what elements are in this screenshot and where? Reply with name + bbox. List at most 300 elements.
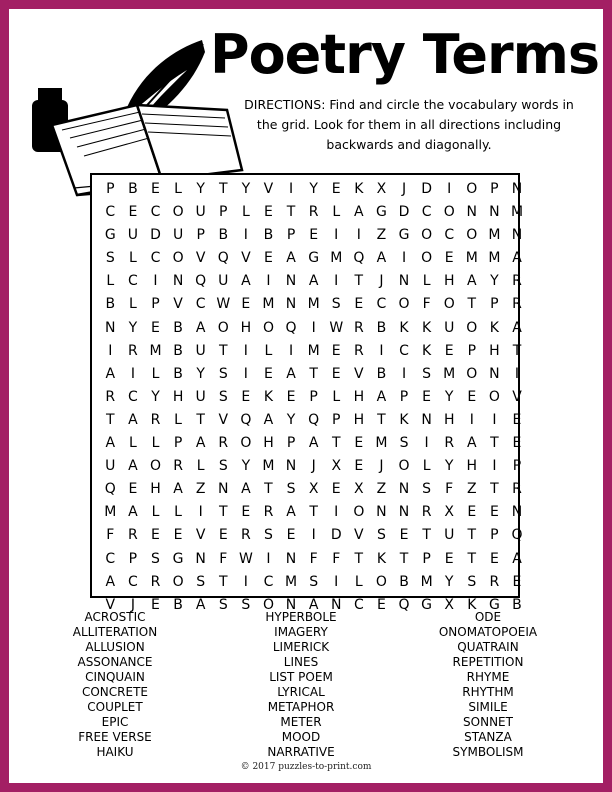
grid-letter: O bbox=[353, 504, 365, 521]
grid-letter: L bbox=[174, 181, 182, 197]
grid-letter: V bbox=[173, 296, 183, 313]
grid-letter: B bbox=[376, 365, 387, 382]
grid-letter: E bbox=[264, 204, 273, 221]
grid-letter: Q bbox=[240, 411, 252, 428]
grid-letter: U bbox=[195, 388, 206, 405]
grid-letter: X bbox=[331, 458, 342, 475]
grid-letter: I bbox=[266, 550, 271, 567]
grid-letter: B bbox=[105, 296, 116, 313]
grid-letter: O bbox=[466, 181, 478, 197]
word-list-item: RHYTHM bbox=[462, 685, 514, 699]
grid-letter: E bbox=[309, 227, 319, 244]
grid-letter: L bbox=[354, 573, 363, 590]
grid-letter: K bbox=[467, 596, 477, 613]
grid-letter: G bbox=[398, 227, 410, 244]
word-list-item: ALLUSION bbox=[85, 640, 145, 654]
grid-letter: S bbox=[218, 365, 228, 382]
grid-letter: Q bbox=[285, 319, 297, 336]
grid-letter: L bbox=[174, 504, 182, 521]
grid-letter: M bbox=[149, 342, 162, 359]
grid-letter: Z bbox=[195, 481, 206, 498]
grid-letter: I bbox=[108, 342, 113, 359]
grid-letter: N bbox=[195, 550, 206, 567]
grid-letter: L bbox=[128, 296, 137, 313]
grid-letter: S bbox=[422, 365, 432, 382]
grid-letter: S bbox=[218, 388, 228, 405]
grid-letter: R bbox=[128, 527, 138, 544]
grid-letter: F bbox=[422, 296, 431, 313]
grid-letter: T bbox=[331, 435, 341, 452]
grid-letter: O bbox=[262, 596, 274, 613]
grid-letter: T bbox=[218, 573, 228, 590]
grid-letter: P bbox=[286, 435, 296, 452]
word-list-item: ASSONANCE bbox=[77, 655, 153, 669]
grid-letter: X bbox=[444, 504, 454, 521]
grid-letter: A bbox=[308, 596, 319, 613]
grid-letter: Q bbox=[217, 250, 229, 267]
grid-letter: I bbox=[288, 181, 294, 197]
grid-letter: U bbox=[172, 227, 184, 244]
grid-letter: R bbox=[353, 342, 364, 359]
grid-letter: P bbox=[399, 388, 409, 405]
grid-letter: D bbox=[398, 204, 410, 221]
grid-letter: N bbox=[421, 411, 432, 428]
grid-letter: E bbox=[422, 388, 432, 405]
word-list-item: REPETITION bbox=[452, 655, 524, 669]
grid-letter: N bbox=[398, 273, 410, 290]
grid-letter: C bbox=[150, 204, 161, 221]
grid-letter: G bbox=[375, 204, 387, 221]
grid-letter: N bbox=[285, 596, 297, 613]
grid-letter: P bbox=[490, 181, 499, 197]
grid-letter: R bbox=[308, 204, 319, 221]
grid-letter: C bbox=[376, 296, 387, 313]
grid-letter: E bbox=[467, 504, 477, 521]
grid-letter: H bbox=[353, 388, 365, 405]
grid-letter: C bbox=[128, 273, 138, 290]
grid-letter: A bbox=[128, 504, 138, 521]
grid-letter: B bbox=[173, 365, 183, 382]
word-list-item: COUPLET bbox=[87, 700, 143, 714]
grid-letter: O bbox=[443, 204, 455, 221]
grid-letter: E bbox=[444, 342, 454, 359]
grid-letter: E bbox=[331, 365, 341, 382]
grid-letter: U bbox=[444, 319, 455, 336]
grid-letter: E bbox=[512, 411, 522, 428]
grid-letter: N bbox=[398, 504, 410, 521]
grid-letter: E bbox=[264, 365, 273, 382]
grid-letter: J bbox=[379, 273, 384, 290]
grid-letter: C bbox=[195, 296, 206, 313]
grid-letter: O bbox=[421, 227, 433, 244]
grid-letter: N bbox=[376, 504, 387, 521]
grid-letter: A bbox=[128, 411, 138, 428]
grid-letter: I bbox=[243, 342, 248, 359]
grid-letter: T bbox=[377, 411, 386, 428]
grid-letter: I bbox=[243, 365, 248, 382]
grid-letter: N bbox=[172, 273, 184, 290]
word-list-item: SONNET bbox=[463, 715, 513, 729]
grid-letter: R bbox=[173, 458, 183, 475]
grid-letter: A bbox=[263, 411, 274, 428]
grid-letter: L bbox=[422, 273, 431, 290]
grid-letter: A bbox=[308, 435, 319, 452]
grid-letter: L bbox=[332, 388, 341, 405]
grid-letter: T bbox=[264, 481, 273, 498]
grid-letter: Q bbox=[398, 596, 410, 613]
grid-letter: G bbox=[104, 227, 116, 244]
grid-letter: I bbox=[401, 365, 407, 382]
word-list-item: IMAGERY bbox=[274, 625, 328, 639]
grid-letter: M bbox=[488, 227, 501, 244]
word-list-item: CONCRETE bbox=[81, 685, 148, 699]
grid-letter: W bbox=[216, 296, 231, 313]
grid-letter: O bbox=[149, 458, 161, 475]
grid-letter: S bbox=[218, 458, 228, 475]
grid-letter: S bbox=[376, 527, 386, 544]
grid-letter: X bbox=[376, 181, 387, 197]
grid-letter: Z bbox=[467, 481, 477, 498]
grid-letter: A bbox=[512, 319, 522, 336]
grid-letter: R bbox=[263, 504, 274, 521]
grid-letter: A bbox=[241, 273, 251, 290]
grid-letter: A bbox=[354, 204, 364, 221]
grid-letter: C bbox=[399, 342, 409, 359]
grid-letter: G bbox=[421, 596, 433, 613]
word-list-item: ODE bbox=[474, 610, 502, 624]
word-list-column-3 bbox=[428, 610, 548, 760]
word-list-item: ALLITERATION bbox=[72, 625, 158, 639]
grid-letter: A bbox=[105, 365, 116, 382]
grid-letter: Q bbox=[104, 481, 116, 498]
grid-letter: P bbox=[490, 527, 499, 544]
grid-letter: E bbox=[241, 504, 251, 521]
grid-letter: Y bbox=[241, 181, 251, 197]
grid-letter: R bbox=[105, 388, 116, 405]
grid-letter: I bbox=[492, 411, 497, 428]
grid-letter: L bbox=[332, 204, 341, 221]
grid-letter: C bbox=[421, 204, 432, 221]
grid-letter: I bbox=[447, 181, 452, 197]
grid-letter: I bbox=[311, 319, 316, 336]
grid-letter: E bbox=[128, 204, 138, 221]
grid-letter: I bbox=[334, 227, 339, 244]
grid-letter: V bbox=[218, 411, 229, 428]
grid-letter: P bbox=[490, 296, 499, 313]
word-list-item: NARRATIVE bbox=[267, 745, 335, 759]
grid-letter: N bbox=[285, 550, 297, 567]
grid-letter: H bbox=[443, 273, 455, 290]
grid-letter: S bbox=[151, 550, 160, 567]
grid-letter: R bbox=[353, 319, 364, 336]
grid-letter: Y bbox=[490, 273, 499, 290]
word-list-item: FREE VERSE bbox=[78, 730, 152, 744]
word-list-item: STANZA bbox=[464, 730, 512, 744]
grid-letter: S bbox=[196, 573, 206, 590]
grid-letter: C bbox=[150, 250, 161, 267]
grid-letter: E bbox=[489, 550, 499, 567]
grid-letter: A bbox=[376, 250, 387, 267]
grid-letter: H bbox=[353, 411, 365, 428]
word-list-item: LYRICAL bbox=[277, 685, 325, 699]
word-search-grid bbox=[90, 173, 524, 613]
grid-letter: G bbox=[308, 250, 320, 267]
grid-letter: L bbox=[174, 411, 182, 428]
word-list-item: METAPHOR bbox=[267, 700, 335, 714]
grid-letter: B bbox=[173, 596, 183, 613]
grid-letter: M bbox=[420, 573, 433, 590]
word-list-item: ACROSTIC bbox=[84, 610, 146, 624]
grid-letter: P bbox=[219, 204, 228, 221]
grid-letter: V bbox=[263, 181, 274, 197]
grid-letter: B bbox=[399, 573, 409, 590]
word-list-item: LIMERICK bbox=[272, 640, 330, 654]
grid-letter: O bbox=[172, 573, 184, 590]
grid-letter: O bbox=[398, 458, 410, 475]
word-list-item: ONOMATOPOEIA bbox=[438, 625, 538, 639]
grid-letter: A bbox=[105, 573, 116, 590]
grid-letter: F bbox=[309, 550, 318, 567]
grid-letter: S bbox=[422, 481, 432, 498]
grid-letter: T bbox=[196, 411, 205, 428]
word-list-item: MOOD bbox=[281, 730, 321, 744]
grid-letter: P bbox=[286, 227, 296, 244]
grid-letter: J bbox=[401, 181, 407, 197]
grid-letter: R bbox=[512, 481, 522, 498]
grid-letter: M bbox=[330, 250, 343, 267]
grid-letter: F bbox=[219, 550, 228, 567]
grid-letter: A bbox=[241, 481, 251, 498]
grid-letter: I bbox=[514, 365, 520, 382]
grid-letter: A bbox=[195, 596, 206, 613]
grid-letter: J bbox=[379, 458, 384, 475]
grid-letter: Y bbox=[309, 181, 318, 197]
grid-letter: I bbox=[153, 273, 158, 290]
grid-letter: A bbox=[467, 435, 477, 452]
grid-letter: B bbox=[173, 342, 183, 359]
grid-letter: I bbox=[198, 504, 203, 521]
grid-letter: I bbox=[334, 573, 339, 590]
grid-letter: I bbox=[356, 227, 361, 244]
grid-letter: E bbox=[151, 596, 160, 613]
grid-letter: Y bbox=[151, 388, 160, 405]
grid-letter: T bbox=[399, 550, 409, 567]
grid-letter: Q bbox=[308, 411, 320, 428]
grid-letter: R bbox=[128, 342, 138, 359]
grid-letter: U bbox=[195, 342, 206, 359]
grid-letter: T bbox=[490, 481, 499, 498]
grid-letter: L bbox=[106, 273, 115, 290]
grid-letter: V bbox=[105, 596, 116, 613]
grid-letter: R bbox=[489, 573, 500, 590]
grid-letter: T bbox=[467, 550, 477, 567]
grid-letter: O bbox=[421, 250, 433, 267]
grid-letter: S bbox=[467, 573, 477, 590]
grid-letter: L bbox=[422, 458, 431, 475]
grid-letter: R bbox=[444, 435, 455, 452]
word-list-item: EPIC bbox=[101, 715, 129, 729]
grid-letter: E bbox=[444, 250, 454, 267]
grid-letter: L bbox=[241, 204, 250, 221]
grid-letter: X bbox=[444, 596, 454, 613]
grid-letter: D bbox=[421, 181, 432, 197]
grid-letter: E bbox=[286, 388, 296, 405]
grid-letter: Y bbox=[128, 319, 138, 336]
grid-letter: E bbox=[151, 527, 160, 544]
grid-letter: U bbox=[444, 527, 455, 544]
grid-letter: K bbox=[354, 181, 364, 197]
grid-letter: E bbox=[489, 504, 499, 521]
grid-letter: O bbox=[466, 319, 478, 336]
grid-letter: A bbox=[195, 319, 206, 336]
grid-letter: I bbox=[334, 273, 339, 290]
grid-letter: E bbox=[218, 527, 228, 544]
grid-letter: Y bbox=[444, 573, 454, 590]
grid-letter: A bbox=[286, 365, 296, 382]
grid-letter: V bbox=[512, 388, 522, 405]
grid-letter: I bbox=[379, 342, 384, 359]
grid-letter: A bbox=[512, 250, 522, 267]
grid-letter: H bbox=[240, 319, 252, 336]
word-list-item: CINQUAIN bbox=[85, 670, 145, 684]
grid-letter: Y bbox=[196, 365, 205, 382]
grid-letter: X bbox=[354, 481, 364, 498]
grid-letter: T bbox=[467, 527, 477, 544]
grid-letter: V bbox=[354, 365, 364, 382]
grid-letter: A bbox=[195, 435, 206, 452]
grid-letter: V bbox=[354, 527, 364, 544]
grid-letter: H bbox=[150, 481, 161, 498]
word-list-item: SYMBOLISM bbox=[452, 745, 524, 759]
grid-letter: I bbox=[492, 458, 497, 475]
grid-letter: E bbox=[512, 435, 522, 452]
grid-letter: M bbox=[510, 204, 524, 221]
grid-letter: O bbox=[172, 204, 184, 221]
grid-letter: M bbox=[465, 250, 478, 267]
grid-letter: E bbox=[399, 527, 409, 544]
grid-letter: H bbox=[466, 458, 478, 475]
grid-letter: Z bbox=[376, 481, 387, 498]
grid-letter: T bbox=[286, 204, 296, 221]
grid-letter: A bbox=[467, 273, 477, 290]
grid-letter: E bbox=[331, 481, 341, 498]
grid-letter: S bbox=[105, 250, 115, 267]
grid-letter: B bbox=[376, 319, 387, 336]
grid-letter: M bbox=[488, 250, 501, 267]
grid-letter: R bbox=[218, 435, 229, 452]
grid-letter: T bbox=[309, 365, 318, 382]
grid-letter: N bbox=[489, 365, 500, 382]
grid-letter: A bbox=[512, 550, 522, 567]
grid-letter: I bbox=[401, 250, 407, 267]
grid-letter: C bbox=[105, 550, 116, 567]
grid-letter: J bbox=[311, 458, 316, 475]
grid-letter: Y bbox=[196, 181, 205, 197]
grid-letter: E bbox=[354, 435, 364, 452]
grid-letter: M bbox=[262, 296, 275, 313]
grid-letter: R bbox=[421, 504, 432, 521]
grid-letter: O bbox=[262, 319, 274, 336]
grid-letter: E bbox=[354, 458, 364, 475]
grid-letter: O bbox=[466, 227, 478, 244]
grid-letter: O bbox=[398, 296, 410, 313]
grid-letter: P bbox=[196, 227, 205, 244]
grid-letter: V bbox=[241, 250, 251, 267]
grid-letter: Y bbox=[444, 388, 454, 405]
grid-letter: I bbox=[243, 573, 248, 590]
grid-letter: M bbox=[443, 365, 456, 382]
grid-letter: S bbox=[286, 481, 296, 498]
grid-letter: L bbox=[151, 504, 160, 521]
grid-letter: A bbox=[286, 504, 296, 521]
grid-letter: P bbox=[422, 550, 431, 567]
grid-letter: H bbox=[263, 435, 274, 452]
grid-letter: W bbox=[238, 550, 253, 567]
grid-letter: A bbox=[376, 388, 387, 405]
grid-letter: E bbox=[444, 550, 454, 567]
grid-letter: N bbox=[511, 227, 523, 244]
grid-letter: N bbox=[511, 504, 523, 521]
grid-letter: U bbox=[127, 227, 139, 244]
grid-letter: Q bbox=[353, 250, 365, 267]
grid-letter: E bbox=[331, 181, 341, 197]
grid-letter: M bbox=[375, 435, 388, 452]
grid-letter: I bbox=[334, 504, 339, 521]
grid-letter: I bbox=[266, 273, 271, 290]
grid-letter: V bbox=[195, 250, 206, 267]
grid-letter: B bbox=[173, 319, 183, 336]
grid-letter: L bbox=[128, 250, 137, 267]
grid-letter: E bbox=[128, 481, 138, 498]
word-list-item: METER bbox=[280, 715, 322, 729]
grid-letter: T bbox=[354, 550, 364, 567]
grid-letter: E bbox=[331, 342, 341, 359]
grid-letter: O bbox=[240, 435, 252, 452]
grid-letter: N bbox=[466, 204, 478, 221]
grid-letter: B bbox=[512, 596, 522, 613]
grid-letter: C bbox=[105, 204, 116, 221]
grid-letter: B bbox=[218, 227, 229, 244]
grid-letter: S bbox=[331, 296, 341, 313]
grid-letter: X bbox=[308, 481, 319, 498]
grid-letter: N bbox=[285, 273, 297, 290]
grid-letter: E bbox=[376, 596, 386, 613]
grid-letter: F bbox=[332, 550, 341, 567]
grid-letter: T bbox=[422, 527, 431, 544]
grid-letter: D bbox=[330, 527, 342, 544]
grid-letter: O bbox=[466, 365, 478, 382]
copyright-text: © 2017 puzzles-to-print.com bbox=[240, 762, 372, 772]
grid-letter: I bbox=[469, 411, 474, 428]
grid-letter: K bbox=[422, 342, 432, 359]
grid-letter: F bbox=[106, 527, 115, 544]
grid-letter: N bbox=[489, 204, 500, 221]
grid-letter: T bbox=[218, 504, 228, 521]
grid-letter: S bbox=[309, 573, 319, 590]
grid-letter: H bbox=[443, 411, 455, 428]
grid-letter: T bbox=[218, 181, 228, 197]
grid-letter: K bbox=[489, 319, 499, 336]
grid-letter: N bbox=[511, 181, 523, 197]
word-list-item: LINES bbox=[283, 655, 319, 669]
grid-letter: L bbox=[196, 458, 205, 475]
grid-letter: P bbox=[332, 411, 341, 428]
grid-letter: U bbox=[218, 273, 229, 290]
grid-letter: I bbox=[424, 435, 429, 452]
letter-grid bbox=[99, 178, 528, 617]
grid-letter: F bbox=[445, 481, 454, 498]
word-list-column-2 bbox=[241, 610, 361, 760]
